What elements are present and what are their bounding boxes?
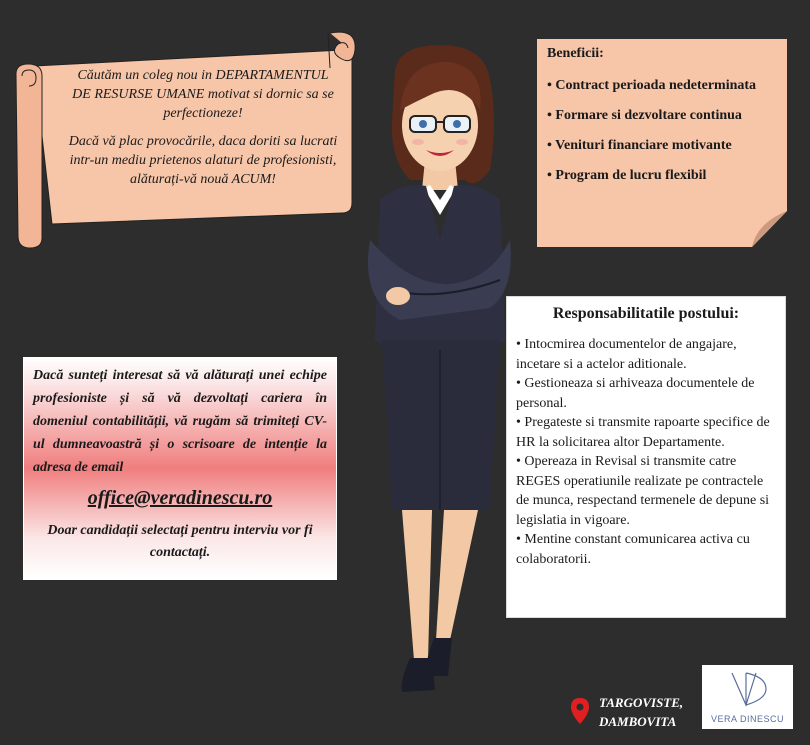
intro-paragraph-1: Căutăm un coleg nou in DEPARTAMENTUL DE RESURSE UMANE motivat si dornic sa se perfectioneze!: [72, 68, 334, 121]
application-box: [23, 357, 337, 580]
intro-paragraph-2: Dacă vă plac provocările, daca doriti sa lucrati intr-un mediu prietenos alaturi de profesionisti, alăturați-vă nouă ACUM!: [68, 134, 338, 187]
responsibility-item: • Opereaza in Revisal si transmite catre REGES operatiunile realizate pe contractele de munca, respectand termenele de depune si legislatia in vigoare.: [516, 454, 770, 528]
vera-dinescu-logo: [702, 665, 793, 729]
selection-note: Doar candidații selectați pentru interviu vor fi contactați.: [47, 523, 313, 560]
responsibility-item: • Intocmirea documentelor de angajare, incetare si a actelor aditionale.: [516, 337, 737, 372]
location-county: DAMBOVITA: [599, 714, 677, 729]
location-city: TARGOVISTE,: [599, 695, 684, 710]
benefit-item: • Venituri financiare motivante: [547, 138, 732, 153]
responsibility-item: • Pregateste si transmite rapoarte specifice de HR la solicitarea altor Departamente.: [516, 415, 770, 450]
benefit-item: • Program de lucru flexibil: [547, 168, 707, 183]
location: [571, 693, 701, 733]
responsibility-item: • Mentine constant comunicarea activa cu colaboratorii.: [516, 532, 750, 567]
benefit-item: • Formare si dezvoltare continua: [547, 108, 742, 123]
map-pin-icon: [571, 698, 589, 724]
intro-text: [68, 66, 338, 189]
responsibility-item: • Gestioneaza si arhiveaza documentele de personal.: [516, 376, 755, 411]
responsibilities-title: Responsabilitatile postului:: [552, 305, 740, 322]
logo-text: VERA DINESCU: [710, 714, 785, 724]
logo-mark-icon: [702, 665, 793, 715]
application-text: Dacă sunteți interesat să vă alăturați unei echipe profesioniste și să vă dezvoltați cariera în domeniul contabilității, vă rugăm să trimiteți CV-ul dumneavoastră și o scrisoare de intenție la adresa de email: [33, 368, 327, 475]
responsibilities-box: [506, 296, 786, 618]
email-link[interactable]: office@veradinescu.ro: [87, 487, 273, 509]
intro-scroll: [12, 28, 357, 250]
benefits-title: Beneficii:: [547, 46, 604, 61]
benefit-item: • Contract perioada nedeterminata: [547, 78, 757, 93]
benefits-note: [537, 39, 787, 247]
